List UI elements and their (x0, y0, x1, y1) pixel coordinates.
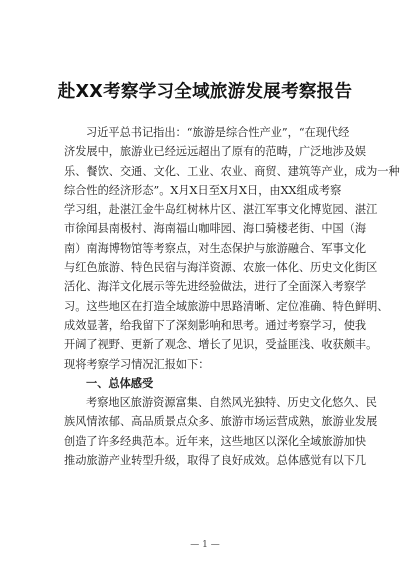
paragraph-line: 成效显著，给我留下了深刻影响和思考。通过考察学习，使我 (64, 318, 367, 332)
paragraph-line: 习近平总书记指出：“旅游是综合性产业”，“在现代经 (86, 126, 350, 139)
document-title: 赴XX考察学习全域旅游发展考察报告 (57, 82, 353, 102)
paragraph-line: 学习组，赴湛江金牛岛红树林片区、湛江军事文化博览园、湛江 (64, 203, 378, 217)
section-heading: 一、总体感受 (86, 376, 154, 390)
page-number: — 1 — (190, 540, 220, 550)
paragraph-line: 综合性的经济形态”。X月X日至X月X日，由XX组成考察 (64, 183, 342, 197)
paragraph-line: 与红色旅游、特色民宿与海洋资源、农旅一体化、历史文化街区 (64, 261, 378, 275)
paragraph-line: 开阔了视野、更新了观念、增长了见识，受益匪浅、收获颇丰。 (64, 338, 378, 352)
paragraph-line: 乐、餐饮、交通、文化、工业、农业、商贸、建筑等产业，成为一种 (64, 164, 400, 178)
section-line: 族风情浓郁、高品质景点众多、旅游市场运营成熟，旅游业发展 (64, 415, 378, 429)
section-line: 创造了许多经典范本。近年来，这些地区以深化全域旅游加快 (64, 434, 367, 448)
paragraph-line: 南）南海博物馆等考察点，对生态保护与旅游融合、军事文化 (64, 241, 367, 255)
paragraph-line: 活化、海洋文化展示等先进经验做法，进行了全面深入考察学 (64, 280, 367, 294)
section-line: 考察地区旅游资源富集、自然风光独特、历史文化悠久、民 (86, 396, 377, 410)
paragraph-line: 济发展中，旅游业已经远远超出了原有的范畴，广泛地涉及娱 (64, 145, 367, 159)
paragraph-line: 市徐闻县南极村、海南福山咖啡园、海口骑楼老街、中国（海 (64, 222, 367, 236)
section-line: 推动旅游产业转型升级，取得了良好成效。总体感觉有以下几 (64, 454, 367, 468)
paragraph-line: 现将考察学习情况汇报如下： (64, 357, 210, 371)
document-body (64, 123, 400, 470)
paragraph-line: 习。这些地区在打造全域旅游中思路清晰、定位准确、特色鲜明、 (64, 299, 389, 313)
